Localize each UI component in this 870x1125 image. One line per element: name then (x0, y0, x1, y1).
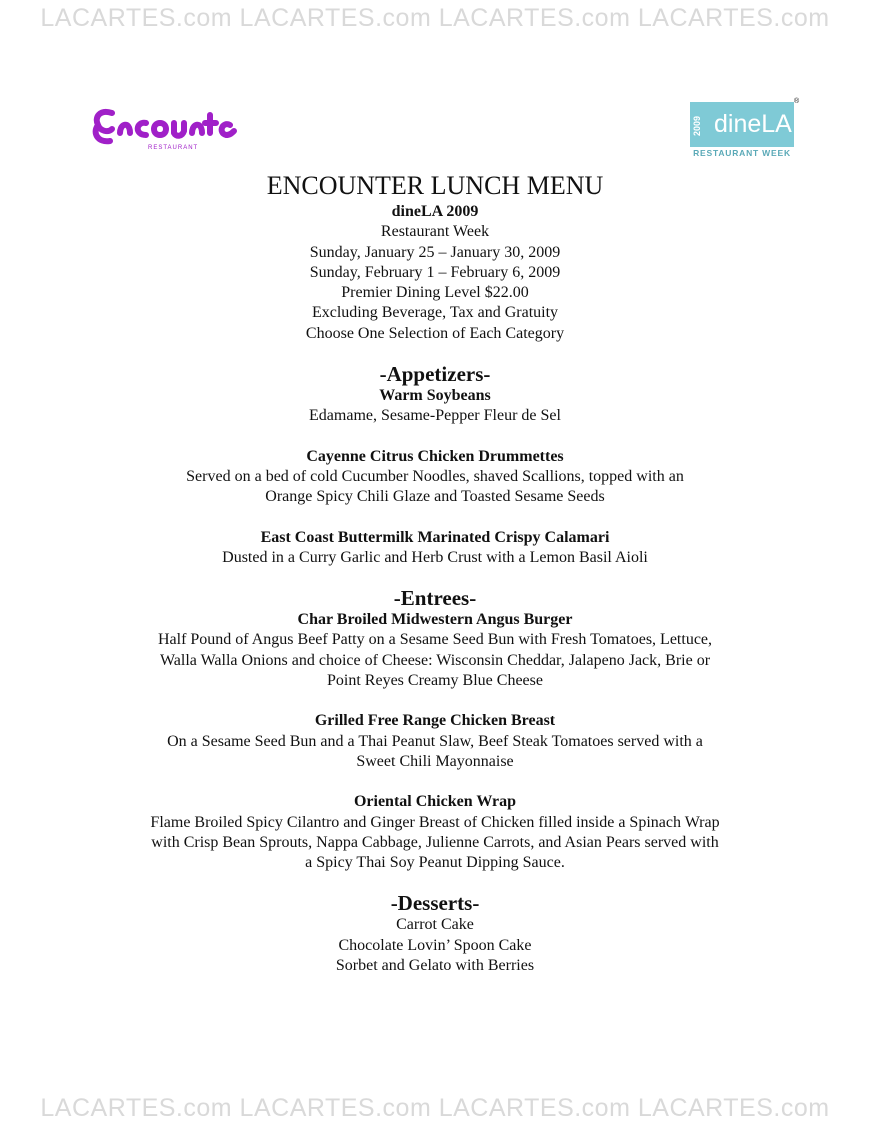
dinela-registered-mark: ® (794, 98, 800, 105)
menu-item-desc: Orange Spicy Chili Glaze and Toasted Sesame Seeds (265, 488, 605, 506)
menu-item-name: Warm Soybeans (379, 387, 491, 405)
header-line: Excluding Beverage, Tax and Gratuity (311, 304, 559, 322)
menu-item-desc: Sweet Chili Mayonnaise (356, 752, 514, 770)
menu-item-name: Char Broiled Midwestern Angus Burger (297, 611, 573, 629)
menu-item-name: Cayenne Citrus Chicken Drummettes (306, 447, 564, 465)
encounter-logo (90, 103, 240, 151)
dinela-restaurant-week: RESTAURANT WEEK (693, 148, 791, 158)
dessert-item: Carrot Cake (396, 916, 474, 934)
menu-item-desc: Half Pound of Angus Beef Patty on a Sesame Seed Bun with Fresh Tomatoes, Lettuce, (157, 631, 713, 649)
dinela-name: dineLA (714, 110, 792, 138)
menu-item-desc: Walla Walla Onions and choice of Cheese: Wisconsin Cheddar, Jalapeno Jack, Brie or (159, 651, 711, 669)
dessert-item: Chocolate Lovin’ Spoon Cake (338, 936, 532, 954)
header-line: Sunday, January 25 – January 30, 2009 (309, 243, 561, 261)
header-line: Choose One Selection of Each Category (305, 324, 565, 342)
header-line: Premier Dining Level $22.00 (341, 284, 529, 302)
menu-item-desc: with Crisp Bean Sprouts, Nappa Cabbage, Julienne Carrots, and Asian Pears served with (151, 833, 719, 851)
menu-item-name: Oriental Chicken Wrap (353, 793, 517, 811)
menu-item (0, 610, 870, 691)
dessert-item: Sorbet and Gelato with Berries (335, 957, 535, 975)
dinela-logo-box (690, 102, 794, 147)
watermark-top: LACARTES.com LACARTES.com LACARTES.com LACARTES.com (40, 4, 830, 32)
dinela-year: 2009 (692, 115, 702, 137)
svg-text:RESTAURANT: RESTAURANT (148, 145, 199, 151)
appetizers-heading: -Appetizers- (379, 362, 491, 387)
menu-item-desc: Served on a bed of cold Cucumber Noodles, shaved Scallions, topped with an (186, 467, 684, 485)
menu-item-desc: a Spicy Thai Soy Peanut Dipping Sauce. (305, 854, 565, 872)
menu-item-desc: Dusted in a Curry Garlic and Herb Crust with a Lemon Basil Aioli (222, 548, 648, 566)
menu-title: ENCOUNTER LUNCH MENU (266, 171, 604, 200)
desserts-heading: -Desserts- (390, 891, 480, 916)
menu-item (0, 792, 870, 873)
dinela-logo (690, 100, 800, 162)
menu-item-name: East Coast Buttermilk Marinated Crispy Calamari (260, 528, 610, 546)
menu-item (0, 447, 870, 508)
menu-document (0, 170, 870, 976)
menu-item (0, 528, 870, 569)
header-line: Restaurant Week (380, 223, 490, 241)
watermark-bottom: LACARTES.com LACARTES.com LACARTES.com LACARTES.com (40, 1094, 830, 1122)
menu-item-desc: Point Reyes Creamy Blue Cheese (327, 672, 543, 690)
header-line: Sunday, February 1 – February 6, 2009 (309, 263, 561, 281)
menu-item (0, 386, 870, 427)
menu-item-desc: Flame Broiled Spicy Cilantro and Ginger Breast of Chicken filled inside a Spinach Wrap (150, 813, 720, 831)
entrees-heading: -Entrees- (393, 586, 477, 611)
menu-subtitle: dineLA 2009 (391, 203, 479, 220)
menu-item-name: Grilled Free Range Chicken Breast (314, 712, 556, 730)
menu-item-desc: On a Sesame Seed Bun and a Thai Peanut Slaw, Beef Steak Tomatoes served with a (167, 732, 703, 750)
menu-item-desc: Edamame, Sesame-Pepper Fleur de Sel (309, 407, 561, 425)
menu-item (0, 711, 870, 772)
